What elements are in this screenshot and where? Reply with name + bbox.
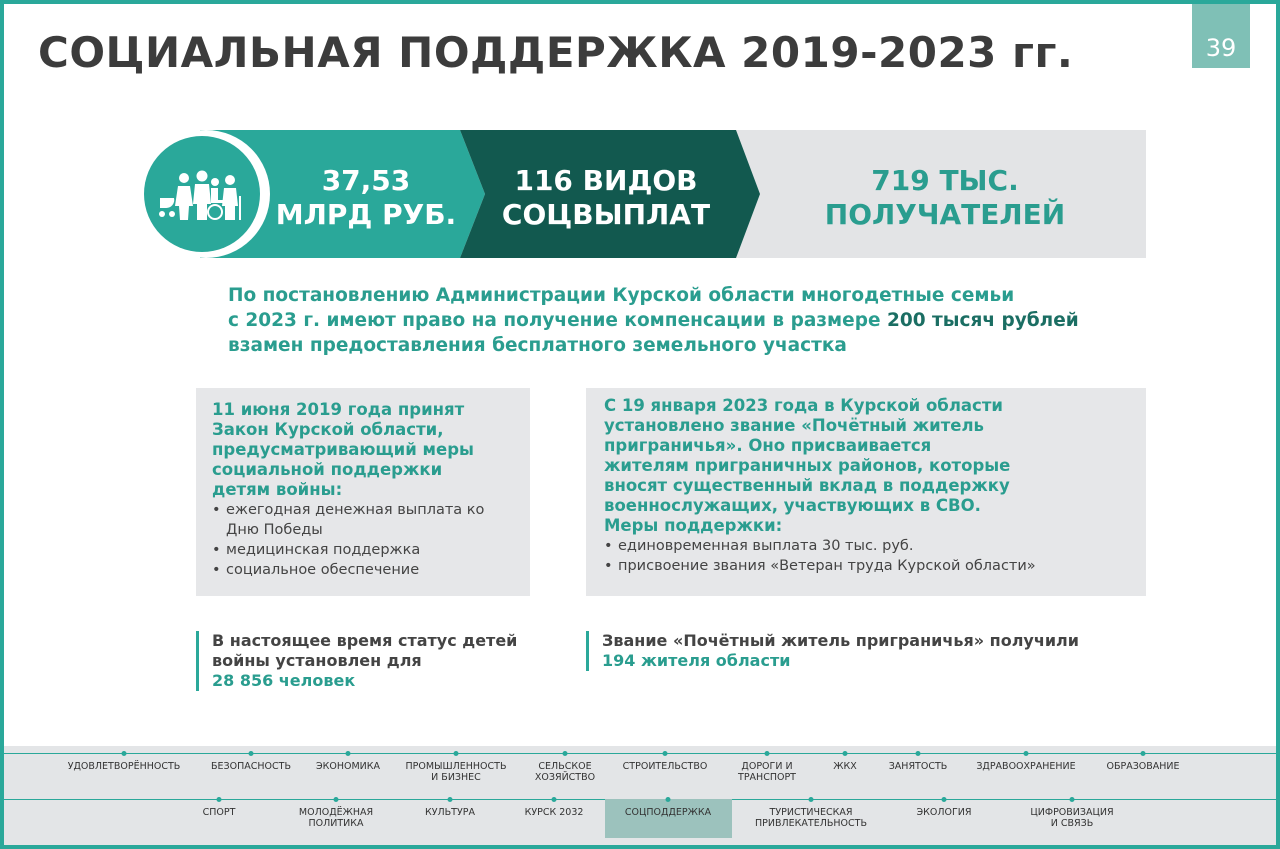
- nav-item-culture[interactable]: КУЛЬТУРА: [424, 807, 476, 818]
- note-line: войны установлен для: [212, 651, 422, 670]
- nav-dot: [916, 751, 921, 756]
- stat-payment-types-value: 116 ВИДОВ: [514, 164, 698, 197]
- notice-line-2-text: с 2023 г. имеют право на получение компенсации в размере: [228, 310, 887, 331]
- nav-item-agriculture[interactable]: СЕЛЬСКОЕ ХОЗЯЙСТВО: [534, 761, 596, 783]
- stat-recipients: [800, 164, 1090, 232]
- nav-divider: [4, 753, 1276, 754]
- notice-line-3: взамен предоставления бесплатного земельного участка: [228, 335, 847, 356]
- list-item: • социальное обеспечение: [212, 560, 514, 580]
- nav-dot: [217, 797, 222, 802]
- nav-dot: [1070, 797, 1075, 802]
- war-children-count: 28 856 человек: [212, 671, 356, 690]
- heading-line: детям войны:: [212, 480, 343, 499]
- nav-item-housing[interactable]: ЖКХ: [833, 761, 857, 772]
- nav-item-roads[interactable]: ДОРОГИ И ТРАНСПОРТ: [738, 761, 796, 783]
- honorary-resident-heading: [604, 396, 1128, 536]
- nav-item-sport[interactable]: СПОРТ: [202, 807, 236, 818]
- nav-item-ecology[interactable]: ЭКОЛОГИЯ: [916, 807, 972, 818]
- list-item: • присвоение звания «Ветеран труда Курской области»: [604, 556, 1128, 576]
- stat-payment-types-unit: СОЦВЫПЛАТ: [501, 198, 711, 231]
- nav-active-highlight: [605, 799, 732, 838]
- nav-item-satisfaction[interactable]: УДОВЛЕТВОРЁННОСТЬ: [67, 761, 181, 772]
- heading-line: социальной поддержки: [212, 460, 443, 479]
- stat-budget-unit: МЛРД РУБ.: [275, 198, 457, 231]
- nav-dot: [1024, 751, 1029, 756]
- list-item: • ежегодная денежная выплата ко Дню Победы: [212, 500, 514, 540]
- nav-item-economy[interactable]: ЭКОНОМИКА: [315, 761, 381, 772]
- nav-dot: [663, 751, 668, 756]
- nav-item-kursk-2032[interactable]: КУРСК 2032: [524, 807, 584, 818]
- honorary-resident-count-note: [586, 631, 1146, 671]
- heading-line: установлено звание «Почётный житель: [604, 416, 984, 435]
- war-children-heading: [212, 400, 514, 500]
- list-item: • медицинская поддержка: [212, 540, 514, 560]
- war-children-card: [196, 388, 530, 596]
- notice-line-1: По постановлению Администрации Курской области многодетные семьи: [228, 285, 1015, 306]
- stat-payment-types: [488, 164, 724, 232]
- nav-dot: [563, 751, 568, 756]
- heading-line: вносят существенный вклад в поддержку: [604, 476, 1010, 495]
- nav-dot: [809, 797, 814, 802]
- page-number: 39: [1192, 4, 1250, 68]
- nav-item-education[interactable]: ОБРАЗОВАНИЕ: [1106, 761, 1180, 772]
- notice-highlight-amount: 200 тысяч рублей: [886, 310, 1079, 331]
- honorary-resident-count: 194 жителя области: [602, 651, 791, 670]
- heading-line: военнослужащих, участвующих в СВО.: [604, 496, 981, 515]
- heading-line: С 19 января 2023 года в Курской области: [604, 396, 1003, 415]
- nav-dot: [334, 797, 339, 802]
- war-children-count-note: [196, 631, 546, 691]
- nav-dot: [552, 797, 557, 802]
- nav-dot: [249, 751, 254, 756]
- nav-item-construction[interactable]: СТРОИТЕЛЬСТВО: [622, 761, 708, 772]
- large-family-notice: [228, 283, 1108, 358]
- page-title: СОЦИАЛЬНАЯ ПОДДЕРЖКА 2019-2023 гг.: [38, 28, 1074, 77]
- nav-dot: [1141, 751, 1146, 756]
- family-icon: [140, 128, 272, 260]
- heading-line: предусматривающий меры: [212, 440, 474, 459]
- stat-recipients-unit: ПОЛУЧАТЕЛЕЙ: [824, 198, 1066, 231]
- section-navigation: [4, 746, 1276, 845]
- stat-budget-value: 37,53: [321, 164, 411, 197]
- heading-line: 11 июня 2019 года принят: [212, 400, 465, 419]
- nav-item-industry[interactable]: ПРОМЫШЛЕННОСТЬ И БИЗНЕС: [405, 761, 507, 783]
- nav-dot: [765, 751, 770, 756]
- nav-dot: [122, 751, 127, 756]
- nav-dot: [942, 797, 947, 802]
- stat-budget: [266, 164, 466, 232]
- nav-dot: [346, 751, 351, 756]
- nav-item-digitalization[interactable]: ЦИФРОВИЗАЦИЯ И СВЯЗЬ: [1030, 807, 1114, 829]
- list-item: • единовременная выплата 30 тыс. руб.: [604, 536, 1128, 556]
- stats-banner: [140, 128, 1150, 260]
- nav-item-healthcare[interactable]: ЗДРАВООХРАНЕНИЕ: [976, 761, 1076, 772]
- nav-dot: [454, 751, 459, 756]
- nav-item-employment[interactable]: ЗАНЯТОСТЬ: [888, 761, 948, 772]
- nav-item-youth-policy[interactable]: МОЛОДЁЖНАЯ ПОЛИТИКА: [298, 807, 374, 829]
- heading-line: Закон Курской области,: [212, 420, 444, 439]
- heading-line: приграничья». Оно присваивается: [604, 436, 932, 455]
- notice-line-2: [228, 308, 1108, 333]
- note-line: В настоящее время статус детей: [212, 631, 518, 650]
- stat-recipients-value: 719 ТЫС.: [871, 164, 1019, 197]
- nav-item-tourism[interactable]: ТУРИСТИЧЕСКАЯ ПРИВЛЕКАТЕЛЬНОСТЬ: [755, 807, 867, 829]
- nav-dot: [448, 797, 453, 802]
- nav-item-social-support[interactable]: СОЦПОДДЕРЖКА: [624, 807, 712, 818]
- heading-line: жителям приграничных районов, которые: [604, 456, 1011, 475]
- nav-dot: [843, 751, 848, 756]
- heading-line: Меры поддержки:: [604, 516, 783, 535]
- note-line: Звание «Почётный житель приграничья» получили: [602, 631, 1079, 650]
- nav-dot: [666, 797, 671, 802]
- nav-item-security[interactable]: БЕЗОПАСНОСТЬ: [211, 761, 291, 772]
- honorary-resident-card: [586, 388, 1146, 596]
